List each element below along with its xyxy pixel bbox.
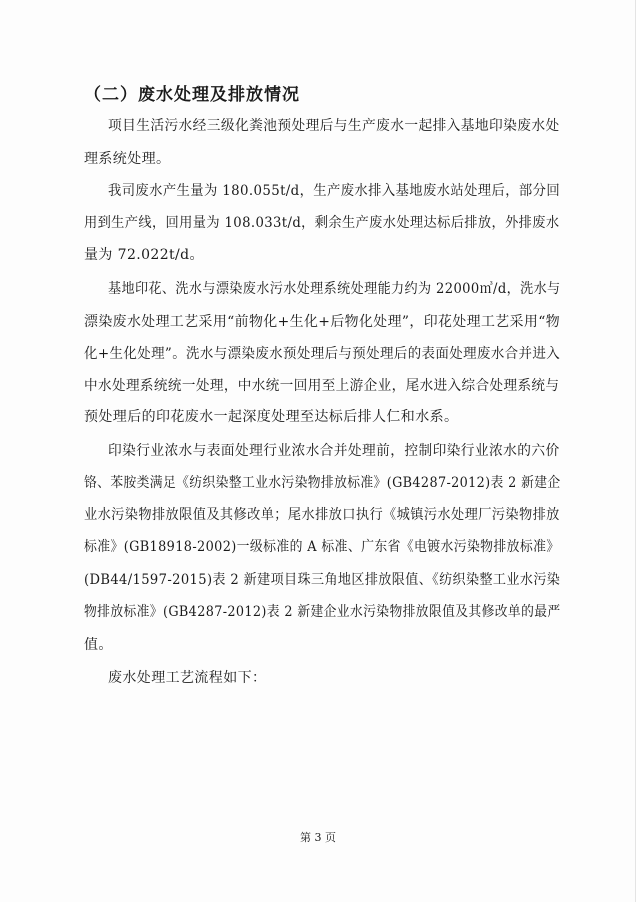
paragraph-2-line-3: 量为 72.022t/d。 [84,247,204,263]
paragraph-5-line-1: 废水处理工艺流程如下： [108,670,267,686]
section-heading: （二）废水处理及排放情况 [84,85,300,105]
paragraph-2-line-1: 我司废水产生量为 180.055t/d，生产废水排入基地废水站处理后，部分回 [108,183,561,199]
page-number: 第 3 页 [300,831,336,844]
paragraph-3-line-2: 漂染废水处理工艺采用“前物化+生化+后物化处理”，印花处理工艺采用“物 [84,314,561,330]
paragraph-4-line-1: 印染行业浓水与表面处理行业浓水合并处理前，控制印染行业浓水的六价 [108,443,560,459]
paragraph-4-line-6: 物排放标准》(GB4287-2012)表 2 新建企业水污染物排放限值及其修改单的最严 [84,604,561,620]
paragraph-3-line-4: 中水处理系统统一处理，中水统一回用至上游企业，尾水进入综合处理系统与 [84,378,560,394]
paragraph-2-line-2: 用到生产线，回用量为 108.033t/d，剩余生产废水处理达标后排放，外排废水 [84,215,560,231]
paragraph-3-line-3: 化+生化处理”。洗水与漂染废水预处理后与预处理后的表面处理废水合并进入 [84,346,561,362]
paragraph-3-line-5: 预处理后的印花废水一起深度处理至达标后排人仁和水系。 [84,409,459,425]
paragraph-1-line-2: 理系统处理。 [84,151,171,167]
paragraph-4-line-7: 值。 [84,637,113,653]
paragraph-4-line-5: (DB44/1597-2015)表 2 新建项目珠三角地区排放限值、《纺织染整工业水污染 [84,572,561,588]
paragraph-1-line-1: 项目生活污水经三级化粪池预处理后与生产废水一起排入基地印染废水处 [108,118,560,134]
paragraph-4-line-4: 标准》(GB18918-2002)一级标准的 A 标准、广东省《电镀水污染物排放标准》 [84,539,560,555]
paragraph-3-line-1: 基地印花、洗水与漂染废水污水处理系统处理能力约为 22000㎥/d，洗水与 [108,281,561,297]
paragraph-4-line-3: 业水污染物排放限值及其修改单；尾水排放口执行《城镇污水处理厂污染物排放 [84,507,560,523]
paragraph-4-line-2: 铬、苯胺类满足《纺织染整工业水污染物排放标准》(GB4287-2012)表 2 新建企 [84,475,561,491]
